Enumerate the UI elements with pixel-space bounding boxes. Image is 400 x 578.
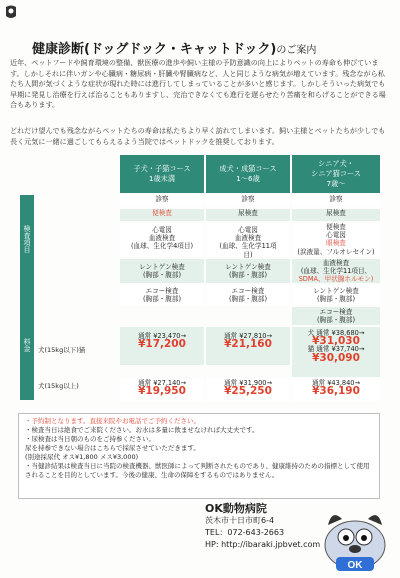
fee-c3-small <box>292 327 380 377</box>
fee-label-small: 犬(15kg以下)猫 <box>38 346 86 354</box>
c3-stool: 便検査 <box>326 223 346 231</box>
side-label-exam <box>20 195 34 320</box>
c3-xray: レントゲン検査 <box>313 287 359 295</box>
c3-xray-detail: (胸部・腹部) <box>316 295 356 304</box>
note-3: ・尿検査は当日朝のものをご持参ください。 <box>25 435 155 443</box>
cell-c2-exam: 診察 <box>206 195 290 207</box>
fee-c3-cat-normal: 猫 通常 ¥37,740→ <box>307 345 365 354</box>
cell-c1-echo <box>120 285 204 305</box>
fee-c2-small <box>206 327 290 365</box>
side-label-fee <box>20 320 34 400</box>
cell-c2-xray <box>206 259 290 283</box>
c3-blood: 血液検査 <box>322 259 350 267</box>
mascot-dog-icon <box>318 505 392 575</box>
fee-c1-small-price: ¥17,200 <box>138 338 186 351</box>
clinic-address: 茨木市十日市町6-4 <box>205 516 275 525</box>
clinic-tel: TEL：072-643-2663 <box>205 528 285 537</box>
intro-paragraph: 近年、ペットフードや飼育環境の整備、獣医療の進歩や飼い主様の予防意識の向上によりペットの寿命も伸びています。しかしそれに伴いガンや心臓病・糖尿病・肝臓や腎臓病など、人と同じような病気が増えています。残念ながら私たち人間が気づくような症状が現れた時には進行してしまっていることが多いと感じます。しかしそういった病気でも早期に発見し治療を行えば治ることもありますし、完治できなくても進行を遅らせたり苦痛を和らげることができる場合もあります。 <box>10 58 386 110</box>
c1-blood: 血液検査 <box>148 234 176 243</box>
c1-echo-detail: (胸部・腹部) <box>142 295 182 304</box>
course-table <box>20 155 380 400</box>
header-senior-line3: 7歳〜 <box>326 179 346 188</box>
cell-c2-echo <box>206 285 290 305</box>
cell-c1-exam: 診察 <box>120 195 204 207</box>
cell-c3-blood <box>292 259 380 283</box>
fee-c3-large-price: ¥36,190 <box>312 385 360 398</box>
c3-ecg: 心電図 <box>326 231 346 240</box>
title-suffix: のご案内 <box>276 45 317 56</box>
header-senior-line2: シニア猫コース <box>311 169 361 178</box>
cell-c1-ecg-blood <box>120 223 204 257</box>
fee-c2-large <box>206 379 290 401</box>
header-adult <box>206 155 290 193</box>
c2-blood-detail-2: 目) <box>243 250 253 259</box>
cell-c3-exam: 診察 <box>292 195 380 207</box>
fee-c2-large-normal: 通常 ¥31,900→ <box>223 379 273 387</box>
fee-c2-small-normal: 通常 ¥27,810→ <box>223 332 273 340</box>
side-label-fee-text: 料金 <box>23 338 31 352</box>
page-title <box>32 38 392 57</box>
fee-c3-dog-normal: 犬 通常 ¥38,680→ <box>307 329 365 337</box>
cell-c2-urine: 尿検査 <box>206 209 290 221</box>
c3-blood-detail-2: SDMA、甲状腺ホルモン) <box>298 275 374 284</box>
c3-eye: 眼検査 <box>326 239 346 248</box>
c1-xray: レントゲン検査 <box>139 263 185 271</box>
c1-blood-detail: (血球、生化学4項目) <box>130 242 194 251</box>
fee-c3-large <box>292 379 380 401</box>
fee-c1-large-price: ¥19,950 <box>138 385 186 398</box>
fee-c2-small-price: ¥21,160 <box>224 338 272 351</box>
header-adult-line2: 1〜6歳 <box>236 174 260 183</box>
fee-c3-dog-price: ¥31,030 <box>312 335 360 348</box>
c3-echo: エコー検査 <box>319 308 353 316</box>
c1-ecg: 心電図 <box>152 226 172 234</box>
c2-ecg: 心電図 <box>238 226 258 234</box>
title-main: 健康診断(ドッグドック・キャットドック) <box>32 42 277 57</box>
fee-label-large: 犬(15kg以上) <box>38 382 79 390</box>
note-4: 尿を持参できない場合はこちらで採尿させていただきます。 <box>25 444 200 452</box>
note-1: ・予約制となります。直接来院やお電話でご予約ください。 <box>25 417 200 425</box>
header-senior <box>292 155 380 193</box>
c2-echo-detail: (胸部・腹部) <box>228 295 268 304</box>
header-puppy-line2: 1歳未満 <box>148 174 176 183</box>
cell-c3-urine: 尿検査 <box>292 209 380 221</box>
cell-c1-stool: 便検査 <box>120 209 204 221</box>
c2-xray-detail: (胸部・腹部) <box>228 271 268 280</box>
note-6: ・当健診結果は検査当日に当院の検査機器、獣医師によって判断されたものであり、健康維持のための指標として使用されることを目的としています。今後の健康、生命の保障をするものではありません。 <box>25 462 370 479</box>
header-puppy-line1: 子犬・子猫コース <box>133 164 191 173</box>
c2-blood: 血液検査 <box>234 234 262 243</box>
cell-c1-xray <box>120 259 204 283</box>
cell-c2-ecg-blood <box>206 223 290 257</box>
notes-box <box>18 413 380 499</box>
cell-c3-xray <box>292 285 380 305</box>
c3-echo-detail: (胸部・腹部) <box>316 316 356 325</box>
c1-xray-detail: (胸部・腹部) <box>142 271 182 280</box>
fee-c3-large-normal: 通常 ¥43,840→ <box>311 379 361 387</box>
note-2: ・検査当日は絶食でご来院ください。お水は多量に飲ませなければ大丈夫です。 <box>25 426 259 434</box>
header-senior-line1: シニア犬・ <box>318 159 354 168</box>
c2-blood-detail: (血球、生化学11項 <box>219 242 277 251</box>
c3-eye-detail: (涙液量、フルオレセイン) <box>297 247 375 256</box>
fee-c1-large <box>120 379 204 401</box>
header-adult-line1: 成犬・成猫コース <box>219 164 277 173</box>
side-label-exam-text: 検査項目 <box>23 225 31 253</box>
cell-c3-stool-ecg-eye <box>292 223 380 257</box>
clinic-logo-icon <box>4 4 18 20</box>
note-5: (別途採尿代 オス¥1,800 メス¥3,000) <box>25 453 139 461</box>
clinic-hp[interactable]: HP: http://ibaraki.jpbvet.com <box>205 540 321 549</box>
cell-c3-echo <box>292 307 380 325</box>
intro-paragraph-2: どれだけ望んでも残念ながらペットたちの寿命は私たちより早く訪れてしまいます。飼い主様とペットたちが少しでも長く元気に一緒に過ごしてもらえるよう当院ではペットドックを推奨しております。 <box>10 126 386 146</box>
clinic-name: OK動物病院 <box>205 502 267 515</box>
c3-blood-detail: (血球、生化学11項目、 <box>300 267 372 276</box>
svg-text:OK: OK <box>347 560 363 571</box>
c1-echo: エコー検査 <box>145 287 179 295</box>
fee-c1-large-normal: 通常 ¥27,140→ <box>137 379 187 387</box>
c2-xray: レントゲン検査 <box>225 263 271 271</box>
fee-c1-small <box>120 327 204 365</box>
fee-c3-cat-price: ¥30,090 <box>312 351 360 364</box>
c2-echo: エコー検査 <box>231 287 265 295</box>
fee-c2-large-price: ¥25,250 <box>224 385 272 398</box>
fee-c1-small-normal: 通常 ¥23,470→ <box>137 332 187 340</box>
header-puppy <box>120 155 204 193</box>
